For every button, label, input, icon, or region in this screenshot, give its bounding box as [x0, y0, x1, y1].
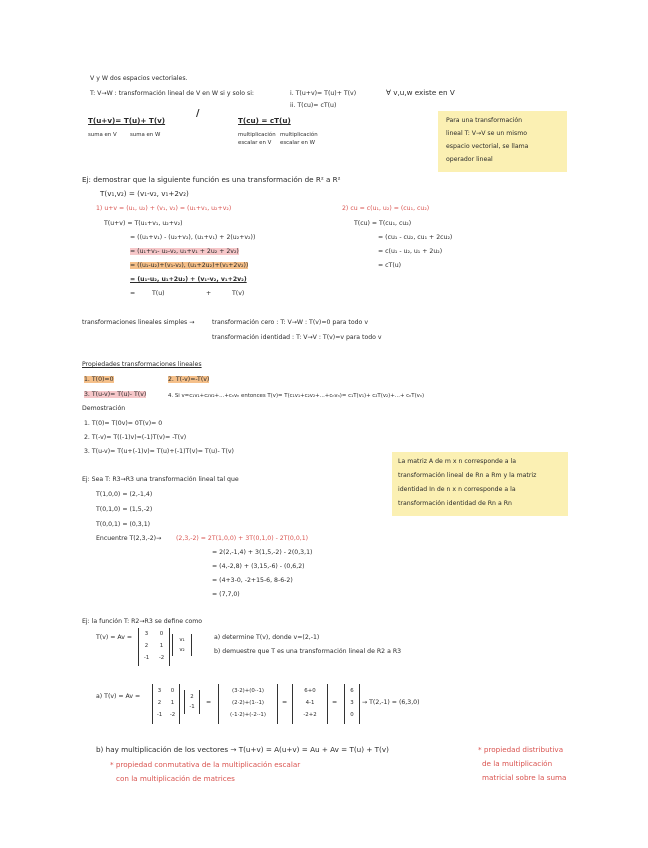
operator-note [438, 111, 567, 172]
homogeneity-step-1: T(cu) = T(cu₁, cu₂) [354, 220, 412, 227]
additivity-step-title: 1) u+v = (u₁, u₂) + (v₁, v₂) = (u₁+v₁, u₂+v₂) [96, 205, 232, 212]
question-b: b) demuestre que T es una transformación lineal de R2 a R3 [214, 648, 402, 655]
example3-tv-label: T(v) = Av = [96, 634, 133, 641]
homogeneity-step-title: 2) cu = c(u₁, u₂) = (cu₁, cu₂) [342, 205, 430, 212]
distributive-note-1: * propiedad distributiva [478, 745, 564, 754]
homogeneity-step-4: = cT(u) [378, 262, 402, 269]
matrix-cell: 3 [157, 688, 162, 694]
solution-a-label: a) T(v) = Av = [96, 693, 141, 700]
example2-step-2: = (4,-2,8) + (3,15,-6) - (0,6,2) [212, 563, 305, 570]
note-line: transformación identidad de Rn a Rn [398, 500, 512, 507]
scalar-mult-label-1: multiplicación [238, 132, 276, 138]
commutative-note-2: con la multiplicación de matrices [116, 774, 235, 783]
slash-divider: / [196, 108, 200, 119]
result-cell: 6 [350, 688, 354, 694]
note-line: lineal T: V→V se un mismo [446, 130, 528, 137]
matrix-cell: -2 [169, 712, 176, 718]
question-a: a) determine T(v), donde v=(2,-1) [214, 634, 320, 641]
homogeneity-step-2: = (cu₁ - cu₂, cu₁ + 2cu₂) [378, 234, 453, 241]
identity-transformation: transformación identidad : T: V→V : T(v)=v para todo v [212, 334, 382, 341]
matrix-a [138, 628, 170, 666]
note-line: identidad In de n x n corresponde a la [398, 486, 516, 493]
vector-v [172, 634, 192, 656]
distributive-note-2: de la multiplicación [482, 759, 553, 768]
equals-sign: = [130, 290, 136, 297]
part-b-statement: b) hay multiplicación de los vectores → T(u+v) = A(u+v) = Au + Av = T(u) + T(v) [96, 745, 389, 754]
t-of-u-label: T(u) [152, 290, 165, 297]
property-4: 4. Si v=c₁v₁+c₂v₂+...+cₙvₙ entonces T(v)= T(c₁v₁+c₂v₂+...+cₙvₙ)= c₁T(v₁)+ c₂T(v₂)+...+ cₙT(vₙ) [168, 393, 425, 399]
product-cell: (-1·2)+(-2·-1) [230, 712, 266, 718]
plus-sign: + [206, 290, 212, 297]
example2-decomposition: (2,3,-2) = 2T(1,0,0) + 3T(0,1,0) - 2T(0,0,1) [176, 535, 309, 542]
matrix-cell: 2 [157, 700, 162, 706]
matrix-cell: 2 [144, 643, 149, 649]
intro-text: V y W dos espacios vectoriales. [90, 75, 188, 82]
matrix-cell: 3 [144, 631, 149, 637]
sum-cell: -2+2 [303, 712, 317, 718]
distributive-note-3: matricial sobre la suma [482, 773, 567, 782]
sum-in-v-label: suma en V [88, 132, 117, 138]
matrix-cell: 1 [170, 700, 175, 706]
result-vector [344, 684, 360, 724]
product-cell: (2·2)+(1·-1) [231, 700, 265, 706]
additivity-step-1: T(u+v) = T(u₁+v₁, u₂+v₂) [104, 220, 183, 227]
properties-title: Propiedades transformaciones lineales [82, 361, 202, 368]
additivity-equation: T(u+v)= T(u)+ T(v) [88, 116, 166, 125]
matrix-note [392, 452, 568, 516]
equals-sign: = [332, 699, 338, 706]
demonstration-3: 3. T(u-v)= T(u+(-1)v)= T(u)+(-1)T(v)= T(u)- T(v) [84, 448, 234, 455]
demonstration-title: Demostración [82, 405, 126, 412]
example1-function: T(v₁,v₂) = (v₁-v₂, v₁+2v₂) [100, 189, 189, 198]
vector-cell: v₁ [179, 637, 185, 643]
matrix-cell: 0 [159, 631, 164, 637]
example2-given-1: T(1,0,0) = (2,-1,4) [96, 491, 153, 498]
sum-in-w-label: suma en W [130, 132, 161, 138]
condition-1: i. T(u+v)= T(u)+ T(v) [290, 90, 357, 97]
additivity-step-2: = ((u₁+v₁) - (u₂+v₂), (u₁+v₁) + 2(u₂+v₂)) [130, 234, 256, 241]
note-line: operador lineal [446, 156, 493, 163]
example2-given-2: T(0,1,0) = (1,5,-2) [96, 506, 153, 513]
example1-title: Ej: demostrar que la siguiente función es una transformación de R² a R² [82, 175, 341, 184]
zero-transformation: transformación cero : T: V→W : T(v)=0 para todo v [212, 319, 368, 326]
matrix-cell: -1 [143, 655, 150, 661]
forall-note: ∀ v,u,w existe en V [386, 88, 455, 97]
example2-given-3: T(0,0,1) = (0,3,1) [96, 521, 151, 528]
homogeneity-step-3: = c(u₁ - u₂, u₁ + 2u₂) [378, 248, 443, 255]
example2-step-1: = 2(2,-1,4) + 3(1,5,-2) - 2(0,3,1) [212, 549, 313, 556]
scalar-mult-label-2: multiplicación [280, 132, 318, 138]
example2-result: = (7,7,0) [212, 591, 240, 598]
vector-cell: 2 [190, 694, 194, 700]
example3-result: → T(2,-1) = (6,3,0) [362, 699, 420, 706]
vector-cell: v₂ [179, 647, 185, 653]
additivity-step-5: = (u₁-u₂, u₁+2u₂) + (v₁-v₂, v₁+2v₂) [130, 276, 247, 283]
equals-sign: = [282, 699, 288, 706]
scalar-in-v-label: escalar en V [238, 140, 272, 146]
product-cell: (3·2)+(0·-1) [231, 688, 265, 694]
additivity-step-3: = (u₁+v₁- u₂-v₂, u₁+v₁ + 2u₂ + 2v₂) [130, 248, 239, 255]
additivity-step-4: = ((u₁-u₂)+(v₁-v₂), (u₁+2u₂)+(v₁+2v₂)) [130, 262, 249, 269]
condition-2: ii. T(cu)= cT(u) [290, 102, 337, 109]
note-line: transformación lineal de Rn a Rm y la matriz [398, 472, 537, 479]
vector-solution [184, 690, 200, 714]
commutative-note-1: * propiedad conmutativa de la multiplicación escalar [110, 760, 301, 769]
note-line: Para una transformación [446, 117, 523, 124]
property-1: 1. T(0)=0 [84, 376, 114, 383]
scalar-in-w-label: escalar en W [280, 140, 315, 146]
property-3: 3. T(u-v)= T(u)- T(v) [84, 391, 147, 398]
definition-line: T: V→W : transformación lineal de V en W si y solo si: [90, 90, 254, 97]
vector-cell: -1 [189, 704, 195, 710]
example2-title: Ej: Sea T: R3→R3 una transformación lineal tal que [82, 476, 239, 483]
homogeneity-equation: T(cu) = cT(u) [238, 116, 291, 125]
matrix-cell: 1 [159, 643, 164, 649]
result-cell: 3 [350, 700, 354, 706]
t-of-v-label: T(v) [232, 290, 245, 297]
example2-find: Encuentre T(2,3,-2)→ [96, 535, 162, 542]
sum-cell: 6+0 [304, 688, 316, 694]
simple-transformations-label: transformaciones lineales simples → [82, 319, 195, 326]
matrix-cell: 0 [170, 688, 175, 694]
matrix-cell: -1 [156, 712, 163, 718]
example3-title: Ej: la función T: R2→R3 se define como [82, 618, 203, 625]
property-2: 2. T(-v)=-T(v) [168, 376, 210, 383]
matrix-cell: -2 [158, 655, 165, 661]
note-line: La matriz A de m x n corresponde a la [398, 458, 517, 465]
note-line: espacio vectorial, se llama [446, 143, 529, 150]
sum-cell: 4-1 [305, 700, 315, 706]
equals-sign: = [206, 699, 212, 706]
result-cell: 0 [350, 712, 354, 718]
product-matrix [218, 684, 278, 724]
example2-step-3: = (4+3-0, -2+15-6, 8-6-2) [212, 577, 293, 584]
sum-matrix [292, 684, 328, 724]
demonstration-2: 2. T(-v)= T((-1)v)=(-1)T(v)= -T(v) [84, 434, 187, 441]
demonstration-1: 1. T(0)= T(0v)= 0T(v)= 0 [84, 420, 163, 427]
matrix-a-solution [152, 684, 180, 724]
